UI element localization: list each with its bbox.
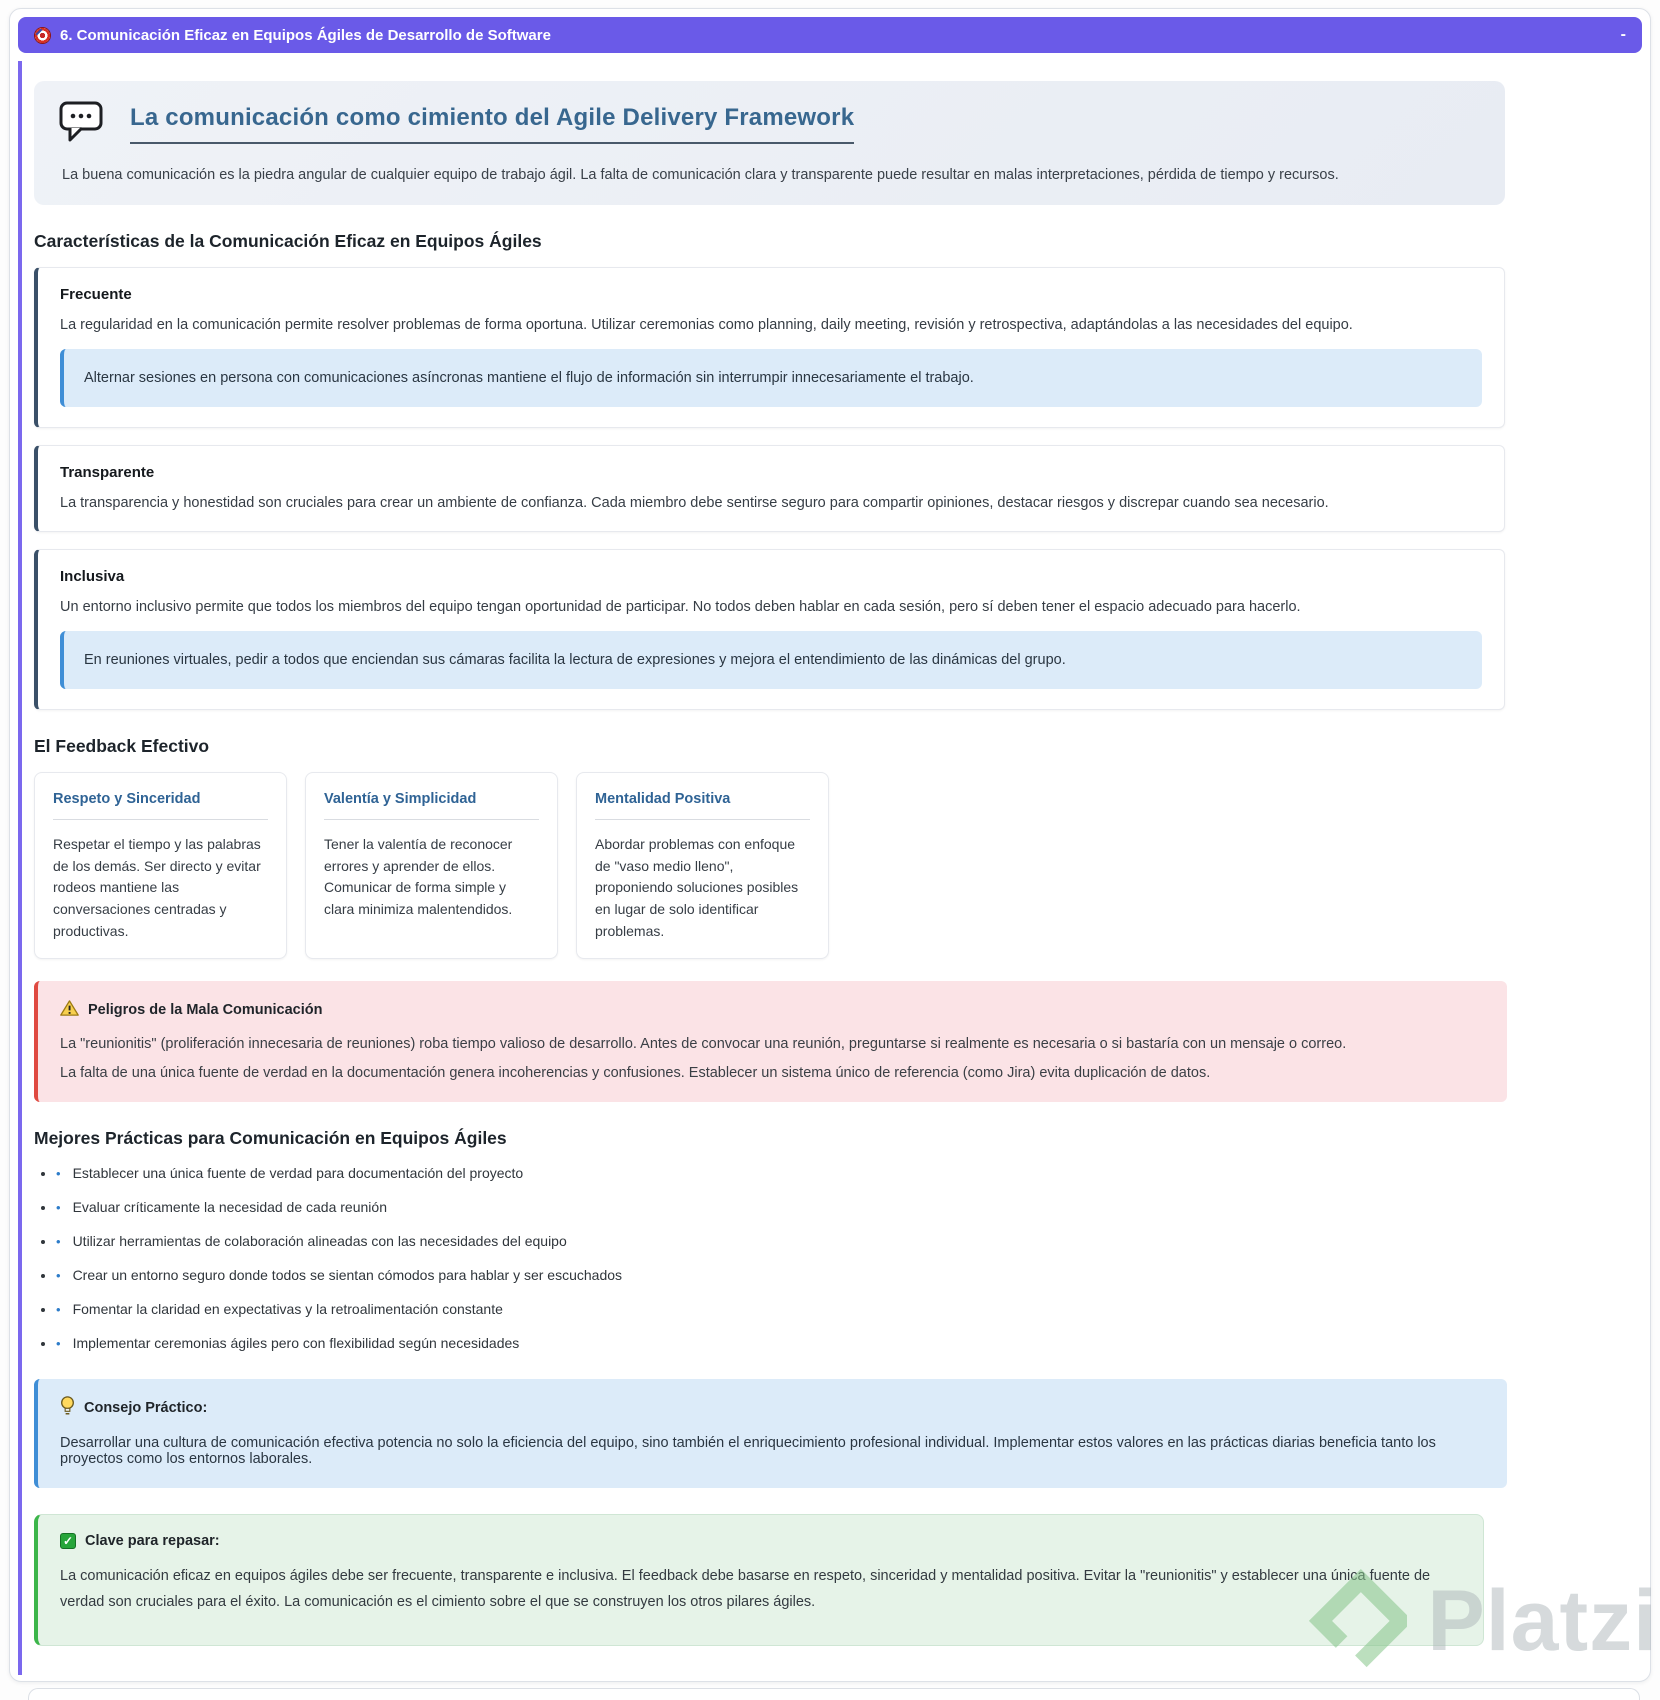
minimize-button[interactable]: - [1620, 26, 1626, 43]
card-title: Frecuente [60, 286, 132, 303]
feedback-card-title: Mentalidad Positiva [595, 791, 731, 807]
list-item: • • Crear un entorno seguro donde todos se sientan cómodos para hablar y ser escuchados [56, 1267, 1642, 1283]
list-item: • • Evaluar críticamente la necesidad de cada reunión [56, 1199, 1642, 1215]
key-review-box [34, 1514, 1484, 1646]
feedback-card-text: Respetar el tiempo y las palabras de los demás. Ser directo y evitar rodeos mantiene las conversaciones centradas y productivas. [53, 836, 261, 939]
bullet-icon: • [56, 1268, 61, 1284]
bullet-icon: • [56, 1336, 61, 1352]
key-title: Clave para repasar: [85, 1533, 220, 1550]
info-note: Alternar sesiones en persona con comunicaciones asíncronas mantiene el flujo de información sin interrumpir innecesariamente el trabajo. [60, 349, 1482, 407]
feedback-cards-row [34, 772, 1642, 959]
list-item: • • Fomentar la claridad en expectativas y la retroalimentación constante [56, 1301, 1642, 1317]
check-icon: ✓ [60, 1533, 76, 1549]
window-titlebar[interactable] [18, 17, 1642, 53]
divider [595, 819, 810, 820]
feedback-card-respeto [34, 772, 287, 959]
tip-title: Consejo Práctico: [84, 1399, 208, 1416]
warning-box [34, 981, 1507, 1102]
warning-paragraph: La "reunionitis" (proliferación innecesaria de reuniones) roba tiempo valioso de desarrollo. Antes de convocar una reunión, preguntarse si realmente es necesaria o si bastaría con un mensaje o correo. [60, 1036, 1347, 1053]
list-item: • • Utilizar herramientas de colaboración alineadas con las necesidades del equipo [56, 1233, 1642, 1249]
card-text: La transparencia y honestidad son cruciales para crear un ambiente de confianza. Cada miembro debe sentirse seguro para compartir opiniones, destacar riesgos y discrepar cuando sea necesario. [60, 495, 1329, 511]
warning-title: Peligros de la Mala Comunicación [88, 1002, 323, 1019]
feedback-card-text: Abordar problemas con enfoque de "vaso medio lleno", proponiendo soluciones posibles en lugar de solo identificar problemas. [595, 836, 799, 939]
feedback-card-title: Respeto y Sinceridad [53, 791, 201, 807]
hero-card [34, 81, 1505, 205]
best-practices-list [32, 1165, 1642, 1351]
list-item: • • Implementar ceremonias ágiles pero con flexibilidad según necesidades [56, 1335, 1642, 1351]
intro-paragraph: La buena comunicación es la piedra angular de cualquier equipo de trabajo ágil. La falta de comunicación clara y transparente puede resultar en malas interpretaciones, pérdida de tiempo y recursos. [62, 167, 1339, 183]
bullet-icon: • [56, 1302, 61, 1318]
speech-bubble-icon [58, 99, 106, 149]
window-title: 6. Comunicación Eficaz en Equipos Ágiles de Desarrollo de Software [60, 26, 551, 44]
target-icon [34, 27, 51, 44]
note-window [9, 8, 1651, 1682]
list-item: • • Establecer una única fuente de verdad para documentación del proyecto [56, 1165, 1642, 1181]
card-title: Transparente [60, 464, 155, 481]
best-practices [32, 1128, 1642, 1351]
lightbulb-icon [60, 1395, 75, 1420]
tip-paragraph: Desarrollar una cultura de comunicación efectiva potencia no solo la eficiencia del equipo, sino también el enriquecimiento profesional individual. Implementar estos valores en las prácticas diarias beneficia tanto los proyectos como los entornos laborales. [60, 1435, 1436, 1468]
card-inclusiva [34, 549, 1505, 710]
key-paragraph: La comunicación eficaz en equipos ágiles debe ser frecuente, transparente e inclusiva. El feedback debe basarse en respeto, sinceridad y mentalidad positiva. Evitar la "reunionitis" y establecer una única fuente de verdad son cruciales para el éxito. La comunicación es el cimiento sobre el que se construyen los otros pilares ágiles. [60, 1568, 1431, 1610]
page-title: La comunicación como cimiento del Agile Delivery Framework [130, 104, 854, 144]
divider [53, 819, 268, 820]
next-section-window-edge[interactable] [28, 1688, 1640, 1700]
bullet-icon: • [56, 1234, 61, 1250]
feedback-card-valentia [305, 772, 558, 959]
section-heading-practicas: Mejores Prácticas para Comunicación en Equipos Ágiles [34, 1128, 507, 1149]
card-title: Inclusiva [60, 568, 125, 585]
note-content [18, 61, 1642, 1675]
card-transparente [34, 445, 1505, 532]
info-note: En reuniones virtuales, pedir a todos que enciendan sus cámaras facilita la lectura de expresiones y mejora el entendimiento de las dinámicas del grupo. [60, 631, 1482, 689]
bullet-icon: • [56, 1200, 61, 1216]
feedback-card-mentalidad [576, 772, 829, 959]
section-heading-feedback: El Feedback Efectivo [34, 736, 210, 756]
bullet-icon: • [56, 1166, 61, 1182]
section-heading-caracteristicas: Características de la Comunicación Eficaz en Equipos Ágiles [34, 231, 542, 251]
card-text: La regularidad en la comunicación permite resolver problemas de forma oportuna. Utilizar ceremonias como planning, daily meeting, revisión y retrospectiva, adaptándolas a las necesidades del equipo. [60, 317, 1353, 333]
watermark-text: Platzi [1427, 1572, 1658, 1669]
feedback-card-text: Tener la valentía de reconocer errores y aprender de ellos. Comunicar de forma simple y clara minimiza malentendidos. [324, 836, 513, 918]
feedback-card-title: Valentía y Simplicidad [324, 791, 477, 807]
card-text: Un entorno inclusivo permite que todos los miembros del equipo tengan oportunidad de participar. No todos deben hablar en cada sesión, pero sí deben tener el espacio adecuado para hacerlo. [60, 599, 1301, 615]
tip-box [34, 1379, 1507, 1488]
divider [324, 819, 539, 820]
card-frecuente [34, 267, 1505, 428]
warning-icon [60, 999, 79, 1021]
warning-paragraph: La falta de una única fuente de verdad en la documentación genera incoherencias y confusiones. Establecer un sistema único de referencia (como Jira) evita duplicación de datos. [60, 1065, 1211, 1082]
